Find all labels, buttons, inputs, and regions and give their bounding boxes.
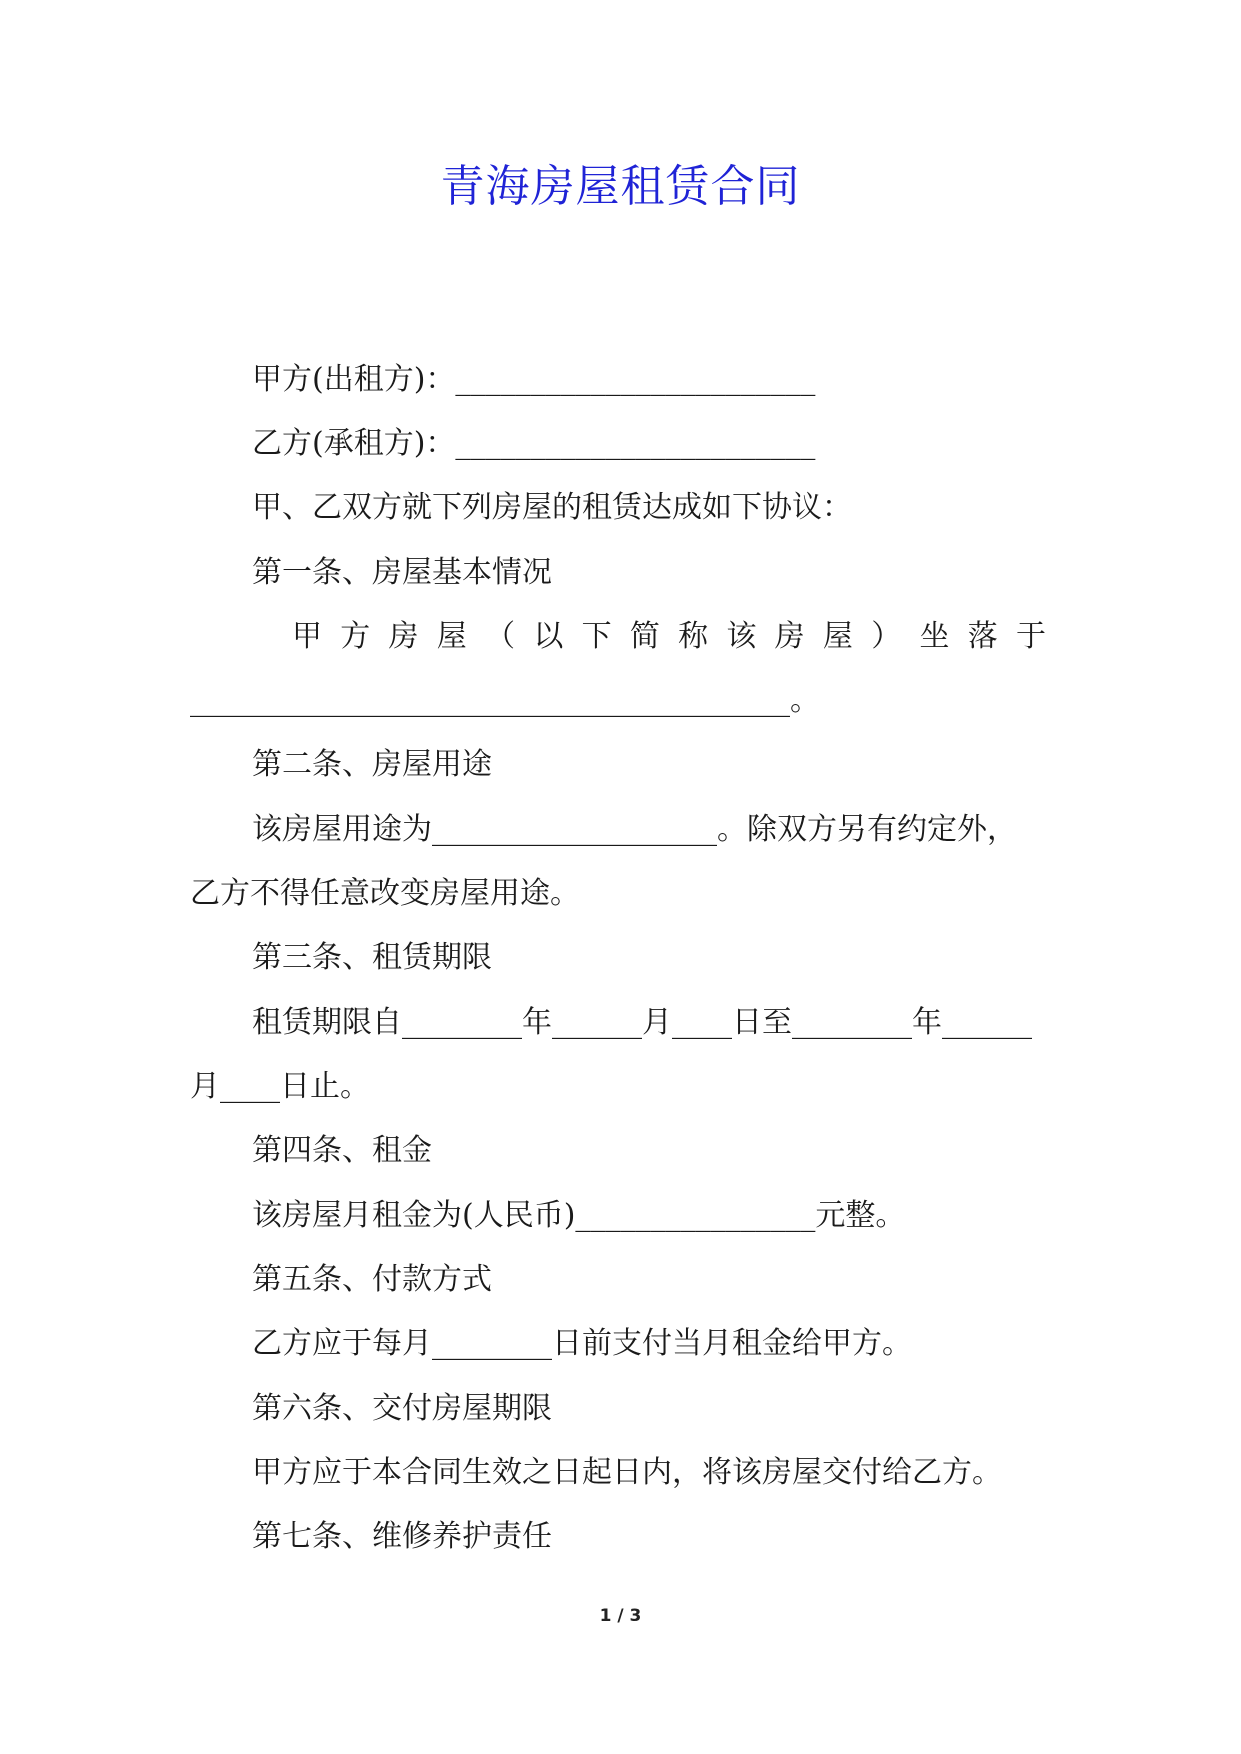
spread-char: 坐 [919,619,950,654]
party-b-line: 乙方(承租方)：________________________ [252,426,816,461]
article-2-usage-line: 该房屋用途为___________________。除双方另有约定外， [252,812,1017,847]
article-1-location-blank: ________________________________________。 [190,683,820,718]
spread-char: 房 [388,619,419,654]
article-2-heading: 第二条、房屋用途 [252,747,492,782]
article-1-location-line [292,617,1046,657]
article-1-heading: 第一条、房屋基本情况 [252,555,552,590]
document-title: 青海房屋租赁合同 [440,161,801,212]
spread-char: ） [871,619,902,654]
spread-char: （ [485,619,516,654]
article-5-heading: 第五条、付款方式 [252,1262,492,1297]
agreement-intro: 甲、乙双方就下列房屋的租赁达成如下协议： [252,490,852,525]
article-5-payment-line: 乙方应于每月________日前支付当月租金给甲方。 [252,1326,912,1361]
article-7-heading: 第七条、维修养护责任 [252,1519,552,1554]
spread-char: 该 [726,619,757,654]
spread-char: 于 [1015,619,1046,654]
spread-char: 房 [774,619,805,654]
spread-char: 简 [629,619,660,654]
spread-char: 甲 [292,619,322,654]
article-6-heading: 第六条、交付房屋期限 [252,1391,552,1426]
article-2-usage-continued: 乙方不得任意改变房屋用途。 [190,876,580,911]
article-6-delivery-line: 甲方应于本合同生效之日起日内，将该房屋交付给乙方。 [252,1455,1002,1490]
article-4-rent-line: 该房屋月租金为(人民币)________________元整。 [252,1198,906,1233]
article-3-term-continued: 月____日止。 [190,1069,370,1104]
spread-char: 落 [967,619,998,654]
spread-char: 方 [340,619,371,654]
article-4-heading: 第四条、租金 [252,1133,432,1168]
spread-char: 以 [533,619,564,654]
spread-char: 屋 [436,619,467,654]
spread-char: 下 [581,619,612,654]
spread-char: 屋 [822,619,853,654]
spread-char: 称 [678,619,709,654]
article-3-term-line: 租赁期限自________年______月____日至________年______ [252,1005,1032,1040]
article-3-heading: 第三条、租赁期限 [252,940,492,975]
page-indicator: 1 / 3 [599,1606,642,1626]
party-a-line: 甲方(出租方)：________________________ [252,362,816,397]
